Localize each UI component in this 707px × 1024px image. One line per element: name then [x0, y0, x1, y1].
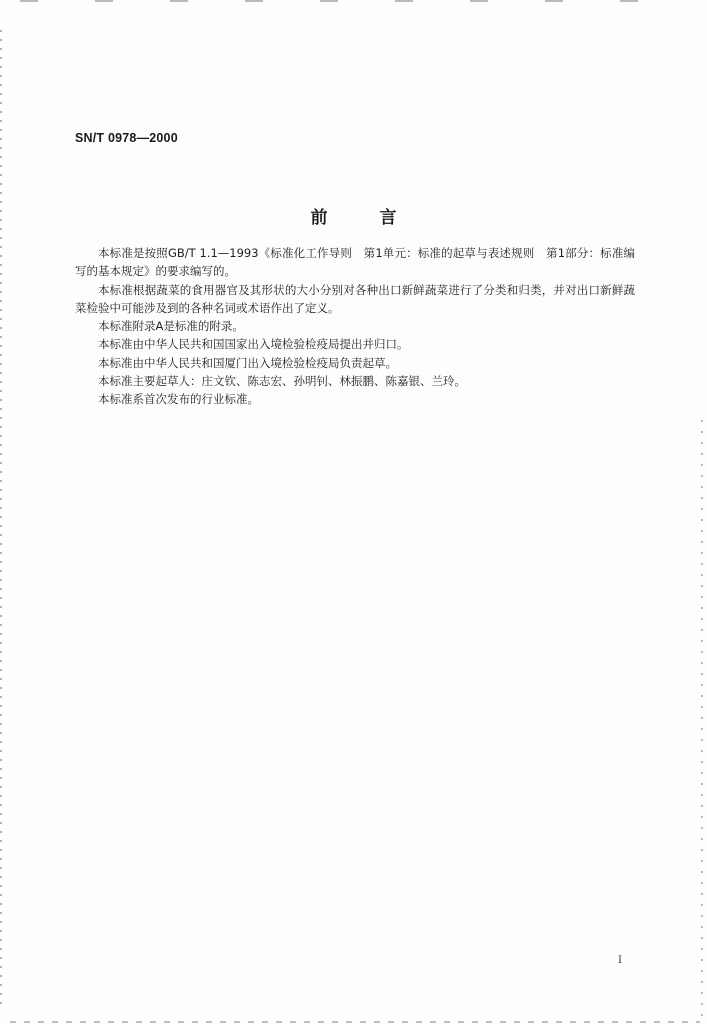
paragraph: 本标准根据蔬菜的食用器官及其形状的大小分别对各种出口新鲜蔬菜进行了分类和归类，并对出口新鲜蔬菜检验中可能涉及到的各种名词或术语作出了定义。 — [75, 282, 635, 315]
paragraph: 本标准由中华人民共和国国家出入境检验检疫局提出并归口。 — [98, 337, 409, 352]
paragraph: 本标准是按照GB/T 1.1—1993《标准化工作导则 第1单元：标准的起草与表述规则 第1部分：标准编写的基本规定》的要求编写的。 — [75, 246, 635, 279]
paragraph: 本标准系首次发布的行业标准。 — [98, 392, 259, 407]
paragraph: 本标准主要起草人：庄文钦、陈志宏、孙明钊、林振鹏、陈嘉银、兰玲。 — [98, 374, 466, 389]
page-number: I — [618, 955, 622, 966]
scan-artifact-right — [701, 420, 703, 1020]
foreword-body — [75, 244, 635, 409]
scan-artifact-bottom — [10, 1021, 700, 1023]
standard-code: SN/T 0978—2000 — [75, 131, 178, 145]
paragraph: 本标准由中华人民共和国厦门出入境检验检疫局负责起草。 — [98, 355, 397, 370]
scan-artifact-left — [0, 30, 2, 1010]
scan-artifact-top — [20, 0, 680, 2]
page-title: 前言 — [310, 208, 449, 228]
paragraph: 本标准附录A是标准的附录。 — [98, 319, 244, 334]
